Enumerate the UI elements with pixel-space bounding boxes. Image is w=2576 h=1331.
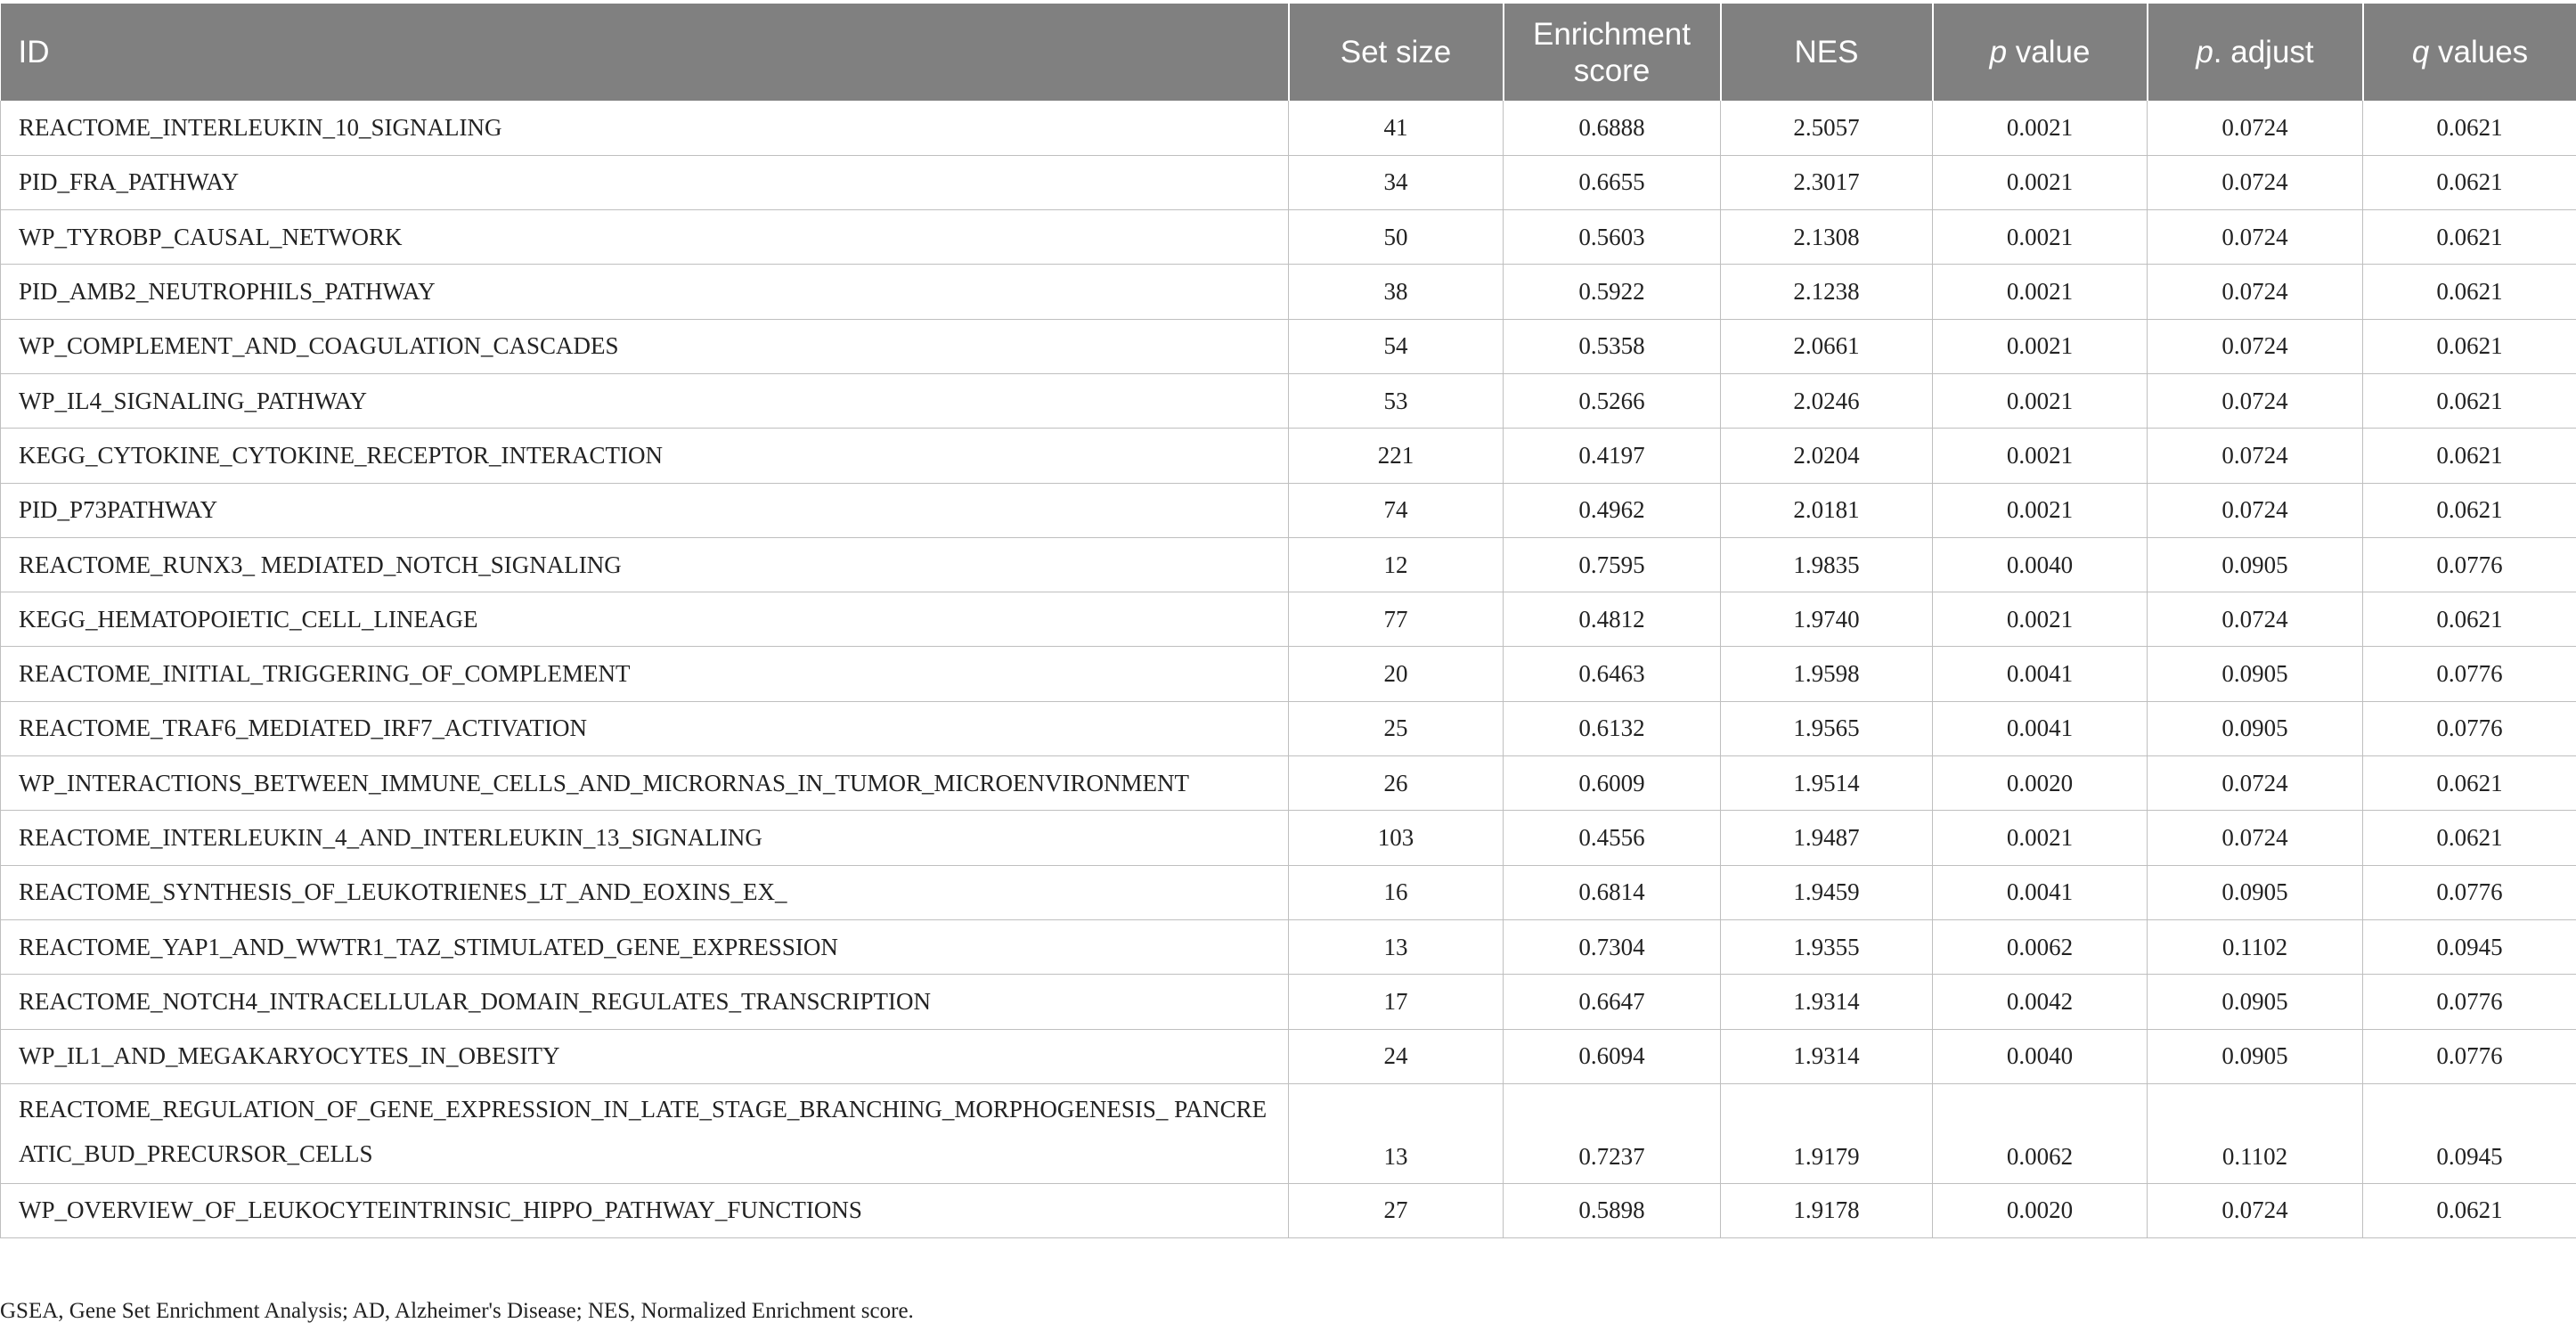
cell-enrichment-score: 0.7237 xyxy=(1504,1083,1721,1183)
cell-enrichment-score: 0.5922 xyxy=(1504,265,1721,319)
cell-enrichment-score: 0.4812 xyxy=(1504,592,1721,647)
cell-p-adjust: 0.0724 xyxy=(2148,265,2363,319)
cell-enrichment-score: 0.6655 xyxy=(1504,155,1721,209)
table-row xyxy=(1,265,2576,319)
cell-id: REACTOME_INTERLEUKIN_4_AND_INTERLEUKIN_13_SIGNALING xyxy=(1,811,1289,865)
cell-p-adjust: 0.1102 xyxy=(2148,1083,2363,1183)
cell-nes: 1.9740 xyxy=(1721,592,1933,647)
cell-id: REACTOME_REGULATION_OF_GENE_EXPRESSION_IN_LATE_STAGE_BRANCHING_MORPHOGENESIS_ PANCREATIC_BUD_PRECURSOR_CELLS xyxy=(1,1083,1289,1183)
cell-enrichment-score: 0.6463 xyxy=(1504,647,1721,701)
cell-nes: 1.9514 xyxy=(1721,756,1933,811)
cell-p-value: 0.0020 xyxy=(1933,756,2148,811)
cell-p-value: 0.0040 xyxy=(1933,1029,2148,1083)
cell-nes: 2.3017 xyxy=(1721,155,1933,209)
cell-q-values: 0.0621 xyxy=(2363,811,2576,865)
cell-p-value: 0.0021 xyxy=(1933,373,2148,428)
cell-p-value: 0.0021 xyxy=(1933,101,2148,155)
cell-set-size: 25 xyxy=(1289,701,1504,755)
cell-p-adjust: 0.0724 xyxy=(2148,756,2363,811)
header-q-values: q values xyxy=(2363,4,2576,101)
cell-set-size: 41 xyxy=(1289,101,1504,155)
table-row xyxy=(1,701,2576,755)
table-row xyxy=(1,373,2576,428)
table-row xyxy=(1,210,2576,265)
cell-nes: 2.0246 xyxy=(1721,373,1933,428)
cell-enrichment-score: 0.7595 xyxy=(1504,537,1721,592)
cell-id: WP_IL4_SIGNALING_PATHWAY xyxy=(1,373,1289,428)
cell-q-values: 0.0776 xyxy=(2363,1029,2576,1083)
cell-set-size: 27 xyxy=(1289,1183,1504,1237)
cell-q-values: 0.0621 xyxy=(2363,429,2576,483)
table-row xyxy=(1,429,2576,483)
table-row xyxy=(1,811,2576,865)
cell-nes: 1.9835 xyxy=(1721,537,1933,592)
cell-set-size: 16 xyxy=(1289,865,1504,919)
cell-p-value: 0.0042 xyxy=(1933,975,2148,1029)
cell-q-values: 0.0776 xyxy=(2363,701,2576,755)
cell-p-adjust: 0.1102 xyxy=(2148,919,2363,974)
cell-id: REACTOME_RUNX3_ MEDIATED_NOTCH_SIGNALING xyxy=(1,537,1289,592)
cell-id: WP_COMPLEMENT_AND_COAGULATION_CASCADES xyxy=(1,319,1289,373)
cell-p-value: 0.0021 xyxy=(1933,483,2148,537)
table-row xyxy=(1,592,2576,647)
table-row xyxy=(1,865,2576,919)
cell-p-value: 0.0021 xyxy=(1933,155,2148,209)
cell-enrichment-score: 0.6009 xyxy=(1504,756,1721,811)
cell-id: REACTOME_YAP1_AND_WWTR1_TAZ_STIMULATED_GENE_EXPRESSION xyxy=(1,919,1289,974)
cell-set-size: 77 xyxy=(1289,592,1504,647)
cell-id: WP_INTERACTIONS_BETWEEN_IMMUNE_CELLS_AND_MICRORNAS_IN_TUMOR_MICROENVIRONMENT xyxy=(1,756,1289,811)
cell-p-value: 0.0040 xyxy=(1933,537,2148,592)
cell-p-adjust: 0.0724 xyxy=(2148,319,2363,373)
cell-set-size: 221 xyxy=(1289,429,1504,483)
cell-set-size: 103 xyxy=(1289,811,1504,865)
table-footnote: GSEA, Gene Set Enrichment Analysis; AD, Alzheimer's Disease; NES, Normalized Enrichment score. xyxy=(0,1299,914,1323)
cell-set-size: 38 xyxy=(1289,265,1504,319)
cell-p-adjust: 0.0724 xyxy=(2148,1183,2363,1237)
cell-nes: 1.9459 xyxy=(1721,865,1933,919)
cell-p-value: 0.0041 xyxy=(1933,701,2148,755)
cell-id: KEGG_HEMATOPOIETIC_CELL_LINEAGE xyxy=(1,592,1289,647)
cell-nes: 2.5057 xyxy=(1721,101,1933,155)
header-row xyxy=(1,4,2576,101)
cell-id: PID_AMB2_NEUTROPHILS_PATHWAY xyxy=(1,265,1289,319)
header-id: ID xyxy=(18,35,50,69)
table-row xyxy=(1,537,2576,592)
cell-p-adjust: 0.0905 xyxy=(2148,537,2363,592)
cell-set-size: 12 xyxy=(1289,537,1504,592)
table-row xyxy=(1,155,2576,209)
cell-p-value: 0.0021 xyxy=(1933,210,2148,265)
header-p-adjust: p. adjust xyxy=(2148,4,2363,101)
cell-enrichment-score: 0.6888 xyxy=(1504,101,1721,155)
cell-set-size: 74 xyxy=(1289,483,1504,537)
cell-id: REACTOME_TRAF6_MEDIATED_IRF7_ACTIVATION xyxy=(1,701,1289,755)
cell-nes: 1.9598 xyxy=(1721,647,1933,701)
cell-id: WP_OVERVIEW_OF_LEUKOCYTEINTRINSIC_HIPPO_PATHWAY_FUNCTIONS xyxy=(1,1183,1289,1237)
cell-q-values: 0.0621 xyxy=(2363,155,2576,209)
cell-enrichment-score: 0.5266 xyxy=(1504,373,1721,428)
table-row xyxy=(1,756,2576,811)
cell-nes: 1.9314 xyxy=(1721,1029,1933,1083)
header-nes: NES xyxy=(1721,4,1933,101)
cell-q-values: 0.0621 xyxy=(2363,756,2576,811)
cell-nes: 2.1308 xyxy=(1721,210,1933,265)
cell-enrichment-score: 0.4962 xyxy=(1504,483,1721,537)
cell-p-adjust: 0.0724 xyxy=(2148,210,2363,265)
table-header xyxy=(1,4,2576,101)
cell-q-values: 0.0945 xyxy=(2363,1083,2576,1183)
cell-q-values: 0.0621 xyxy=(2363,592,2576,647)
cell-id: REACTOME_SYNTHESIS_OF_LEUKOTRIENES_LT_AND_EOXINS_EX_ xyxy=(1,865,1289,919)
cell-p-adjust: 0.0905 xyxy=(2148,1029,2363,1083)
cell-p-value: 0.0062 xyxy=(1933,919,2148,974)
cell-set-size: 13 xyxy=(1289,1083,1504,1183)
cell-enrichment-score: 0.4197 xyxy=(1504,429,1721,483)
cell-q-values: 0.0945 xyxy=(2363,919,2576,974)
cell-id: PID_P73PATHWAY xyxy=(1,483,1289,537)
cell-set-size: 24 xyxy=(1289,1029,1504,1083)
cell-p-adjust: 0.0724 xyxy=(2148,592,2363,647)
cell-p-value: 0.0041 xyxy=(1933,647,2148,701)
cell-q-values: 0.0621 xyxy=(2363,373,2576,428)
cell-q-values: 0.0621 xyxy=(2363,101,2576,155)
cell-enrichment-score: 0.5603 xyxy=(1504,210,1721,265)
table-row xyxy=(1,319,2576,373)
cell-nes: 1.9178 xyxy=(1721,1183,1933,1237)
cell-p-adjust: 0.0905 xyxy=(2148,975,2363,1029)
cell-set-size: 50 xyxy=(1289,210,1504,265)
header-enrichment-score: Enrichment score xyxy=(1504,4,1721,101)
cell-p-adjust: 0.0724 xyxy=(2148,101,2363,155)
cell-q-values: 0.0776 xyxy=(2363,975,2576,1029)
header-p-value: p value xyxy=(1933,4,2148,101)
cell-set-size: 34 xyxy=(1289,155,1504,209)
cell-enrichment-score: 0.5358 xyxy=(1504,319,1721,373)
cell-q-values: 0.0621 xyxy=(2363,483,2576,537)
cell-p-value: 0.0021 xyxy=(1933,811,2148,865)
cell-q-values: 0.0776 xyxy=(2363,537,2576,592)
table-row xyxy=(1,647,2576,701)
cell-p-value: 0.0021 xyxy=(1933,429,2148,483)
cell-enrichment-score: 0.4556 xyxy=(1504,811,1721,865)
cell-nes: 1.9179 xyxy=(1721,1083,1933,1183)
cell-enrichment-score: 0.6814 xyxy=(1504,865,1721,919)
cell-id: WP_IL1_AND_MEGAKARYOCYTES_IN_OBESITY xyxy=(1,1029,1289,1083)
table-row xyxy=(1,1183,2576,1237)
cell-p-adjust: 0.0905 xyxy=(2148,701,2363,755)
cell-q-values: 0.0621 xyxy=(2363,265,2576,319)
cell-enrichment-score: 0.7304 xyxy=(1504,919,1721,974)
cell-nes: 2.1238 xyxy=(1721,265,1933,319)
cell-p-value: 0.0021 xyxy=(1933,265,2148,319)
table-row xyxy=(1,483,2576,537)
cell-id: REACTOME_INITIAL_TRIGGERING_OF_COMPLEMENT xyxy=(1,647,1289,701)
gsea-results-table xyxy=(0,4,2576,1238)
cell-p-adjust: 0.0724 xyxy=(2148,811,2363,865)
cell-set-size: 20 xyxy=(1289,647,1504,701)
cell-p-value: 0.0041 xyxy=(1933,865,2148,919)
cell-nes: 2.0204 xyxy=(1721,429,1933,483)
cell-set-size: 26 xyxy=(1289,756,1504,811)
table-row xyxy=(1,101,2576,155)
table-row xyxy=(1,919,2576,974)
cell-enrichment-score: 0.6647 xyxy=(1504,975,1721,1029)
cell-set-size: 13 xyxy=(1289,919,1504,974)
cell-set-size: 54 xyxy=(1289,319,1504,373)
cell-enrichment-score: 0.6094 xyxy=(1504,1029,1721,1083)
cell-nes: 1.9355 xyxy=(1721,919,1933,974)
cell-nes: 1.9565 xyxy=(1721,701,1933,755)
cell-q-values: 0.0621 xyxy=(2363,1183,2576,1237)
cell-nes: 2.0181 xyxy=(1721,483,1933,537)
table-container xyxy=(0,4,2576,1238)
cell-p-value: 0.0062 xyxy=(1933,1083,2148,1183)
table-row xyxy=(1,1083,2576,1183)
cell-q-values: 0.0776 xyxy=(2363,647,2576,701)
cell-p-value: 0.0021 xyxy=(1933,592,2148,647)
cell-p-adjust: 0.0905 xyxy=(2148,647,2363,701)
cell-enrichment-score: 0.6132 xyxy=(1504,701,1721,755)
cell-nes: 1.9314 xyxy=(1721,975,1933,1029)
cell-p-value: 0.0021 xyxy=(1933,319,2148,373)
cell-q-values: 0.0621 xyxy=(2363,210,2576,265)
cell-q-values: 0.0776 xyxy=(2363,865,2576,919)
cell-p-value: 0.0020 xyxy=(1933,1183,2148,1237)
table-body xyxy=(1,101,2576,1238)
cell-q-values: 0.0621 xyxy=(2363,319,2576,373)
cell-enrichment-score: 0.5898 xyxy=(1504,1183,1721,1237)
cell-p-adjust: 0.0724 xyxy=(2148,155,2363,209)
cell-p-adjust: 0.0724 xyxy=(2148,429,2363,483)
cell-nes: 2.0661 xyxy=(1721,319,1933,373)
cell-id: WP_TYROBP_CAUSAL_NETWORK xyxy=(1,210,1289,265)
header-set-size: Set size xyxy=(1289,4,1504,101)
cell-p-adjust: 0.0724 xyxy=(2148,483,2363,537)
cell-id: KEGG_CYTOKINE_CYTOKINE_RECEPTOR_INTERACTION xyxy=(1,429,1289,483)
cell-set-size: 53 xyxy=(1289,373,1504,428)
cell-nes: 1.9487 xyxy=(1721,811,1933,865)
cell-p-adjust: 0.0905 xyxy=(2148,865,2363,919)
table-row xyxy=(1,1029,2576,1083)
cell-id: PID_FRA_PATHWAY xyxy=(1,155,1289,209)
cell-id: REACTOME_INTERLEUKIN_10_SIGNALING xyxy=(1,101,1289,155)
cell-p-adjust: 0.0724 xyxy=(2148,373,2363,428)
cell-id: REACTOME_NOTCH4_INTRACELLULAR_DOMAIN_REGULATES_TRANSCRIPTION xyxy=(1,975,1289,1029)
cell-set-size: 17 xyxy=(1289,975,1504,1029)
table-row xyxy=(1,975,2576,1029)
